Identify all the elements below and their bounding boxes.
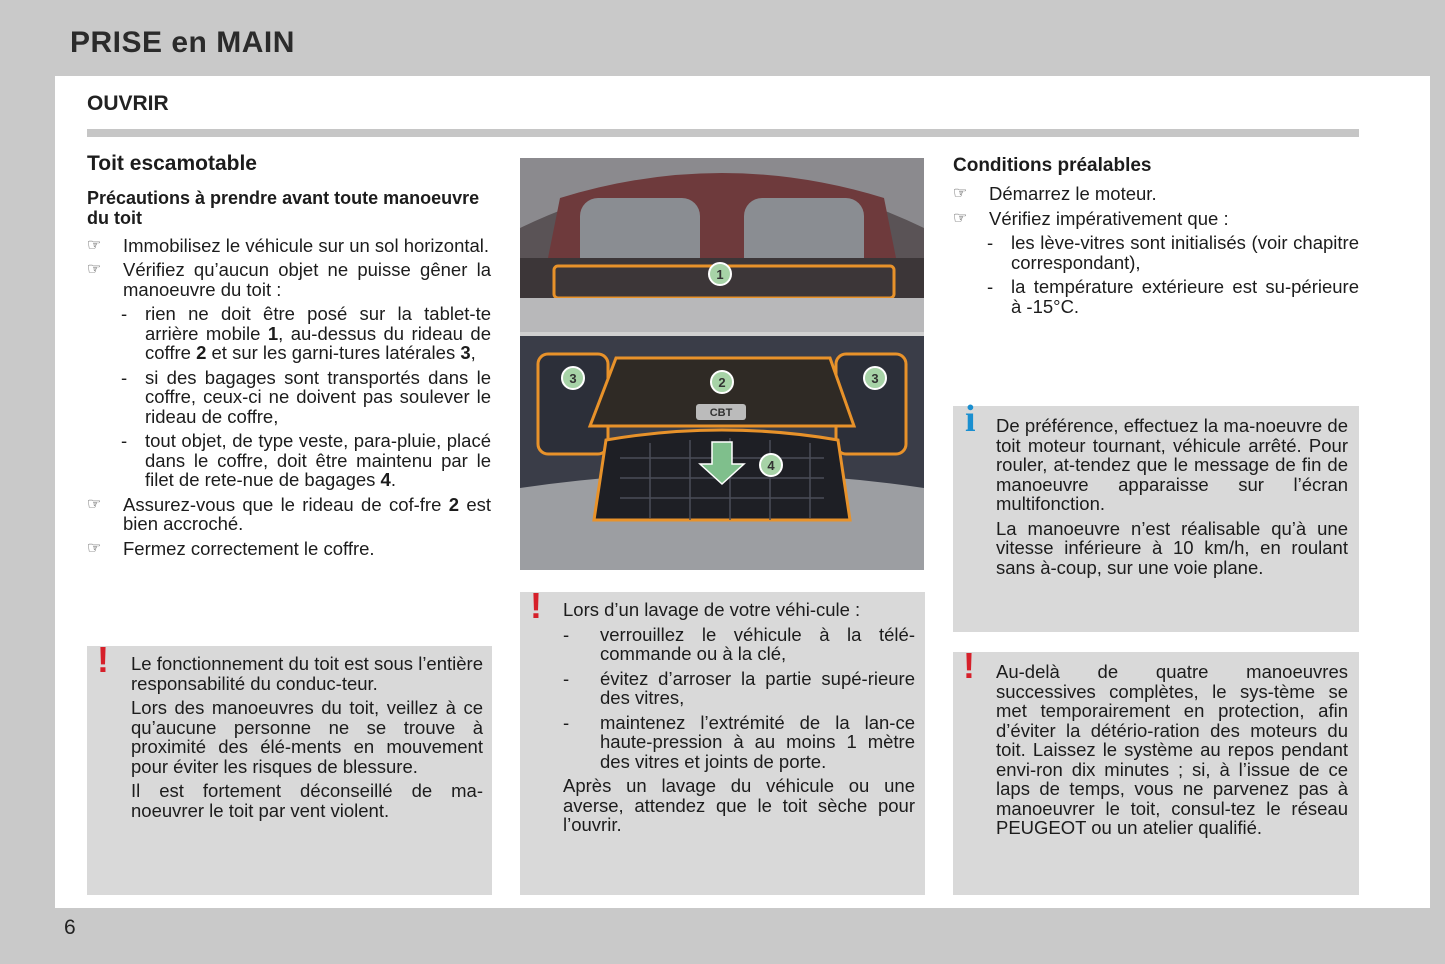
dash-item: - évitez d’arroser la partie supé-rieure des vitres, [563, 667, 915, 708]
dash-item: - la température extérieure est su-périeure à -15°C. [987, 276, 1359, 317]
exclamation-icon: ! [963, 645, 975, 686]
dash-item: - les lève-vitres sont initialisés (voir chapitre correspondant), [987, 232, 1359, 273]
bullet-item: ☞ Assurez-vous que le rideau de cof-fre 2 est bien accroché. [87, 493, 491, 534]
warning-text: Il est fortement déconseillé de ma-noeuvrer le toit par vent violent. [131, 780, 483, 821]
info-text: La manoeuvre n’est réalisable qu’à une vitesse inférieure à 10 km/h, en roulant sans à-coup, sur une voie plane. [996, 517, 1348, 578]
marker-3-right [864, 367, 886, 389]
left-warning-box [87, 639, 492, 895]
right-column [953, 156, 1359, 321]
page-number: 6 [64, 916, 76, 939]
right-info-box [953, 398, 1359, 632]
warning-text: Au-delà de quatre manoeuvres successives complètes, le sys-tème se met temporairement en protection, afin d’éviter la détério-ration des moteurs du toit. Laissez le système au repos pendant envi-ron dix minutes ; si, à l’issue de ce laps de temps, vous ne parvenez pas à manoeuvrer le toit, consul-tez le réseau PEUGEOT ou un atelier qualifié. [996, 661, 1348, 838]
pointing-hand-icon: ☞ [87, 261, 102, 278]
right-warning-box [953, 645, 1359, 895]
warning-text: Après un lavage du véhicule ou une averse, attendez que le toit sèche pour l’ouvrir. [563, 775, 915, 835]
trunk-badge: CBT [709, 407, 733, 419]
svg-text:3: 3 [871, 371, 879, 386]
svg-text:4: 4 [767, 458, 775, 473]
bullet-item: ☞ Immobilisez le véhicule sur un sol horizontal. [87, 234, 490, 256]
marker-2 [711, 371, 733, 393]
pointing-hand-icon: ☞ [87, 539, 102, 557]
exclamation-icon: ! [530, 585, 542, 626]
dash-item: - si des bagages sont transportés dans le coffre, ceux-ci ne doivent pas soulever le rideau de coffre, [121, 366, 491, 427]
bullet-item: ☞ Vérifiez impérativement que : [953, 207, 1229, 229]
warning-text: Lors d’un lavage de votre véhi-cule : [563, 599, 861, 620]
section-divider [87, 129, 1359, 137]
bullet-item: ☞ Vérifiez qu’aucun objet ne puisse gêner la manoeuvre du toit : [87, 259, 491, 300]
bullet-item: ☞ Démarrez le moteur. [953, 183, 1157, 204]
pointing-hand-icon: ☞ [87, 495, 102, 513]
page-header-title: PRISE en MAIN [70, 26, 295, 59]
dash-item: - rien ne doit être posé sur la tablet-te arrière mobile 1, au-dessus du rideau de coffre 2 et sur les garni-tures latérales 3, [121, 303, 491, 363]
pointing-hand-icon: ☞ [953, 185, 968, 202]
left-column [87, 154, 491, 563]
pointing-hand-icon: ☞ [953, 209, 968, 227]
pointing-hand-icon: ☞ [87, 236, 102, 254]
dash-item: - tout objet, de type veste, para-pluie, placé dans le coffre, doit être maintenu par le filet de rete-nue de bagages 4. [121, 430, 491, 490]
section-title: OUVRIR [87, 92, 169, 115]
left-title: Toit escamotable [87, 152, 257, 175]
warning-text: Le fonctionnement du toit est sous l’entière responsabilité du conduc-teur. [131, 653, 483, 694]
trunk-illustration [520, 158, 924, 570]
right-title: Conditions préalables [953, 155, 1152, 176]
marker-3-left [562, 367, 584, 389]
exclamation-icon: ! [97, 639, 109, 680]
bullet-item: ☞ Fermez correctement le coffre. [87, 537, 375, 559]
middle-warning-box [520, 585, 925, 895]
dash-item: - verrouillez le véhicule à la télé-commande ou à la clé, [563, 623, 915, 664]
svg-text:2: 2 [718, 375, 726, 390]
dash-item: - maintenez l’extrémité de la lan-ce haute-pression à au moins 1 mètre des vitres et joints de porte. [563, 711, 915, 772]
left-subtitle: Précautions à prendre avant toute manoeuvre du toit [87, 187, 480, 228]
marker-4 [760, 454, 782, 476]
svg-text:1: 1 [716, 267, 724, 282]
warning-text: Lors des manoeuvres du toit, veillez à ce qu’aucune personne ne se trouve à proximité des élé-ments en mouvement pour éviter les risques de blessure. [131, 697, 483, 777]
info-icon: i [965, 398, 976, 440]
svg-text:3: 3 [569, 371, 577, 386]
info-text: De préférence, effectuez la ma-noeuvre de toit moteur tournant, véhicule arrêté. Pour rouler, at-tendez que le message de fin de manoeuvre apparaisse sur l’écran multifonction. [996, 415, 1348, 514]
marker-1 [709, 263, 731, 285]
